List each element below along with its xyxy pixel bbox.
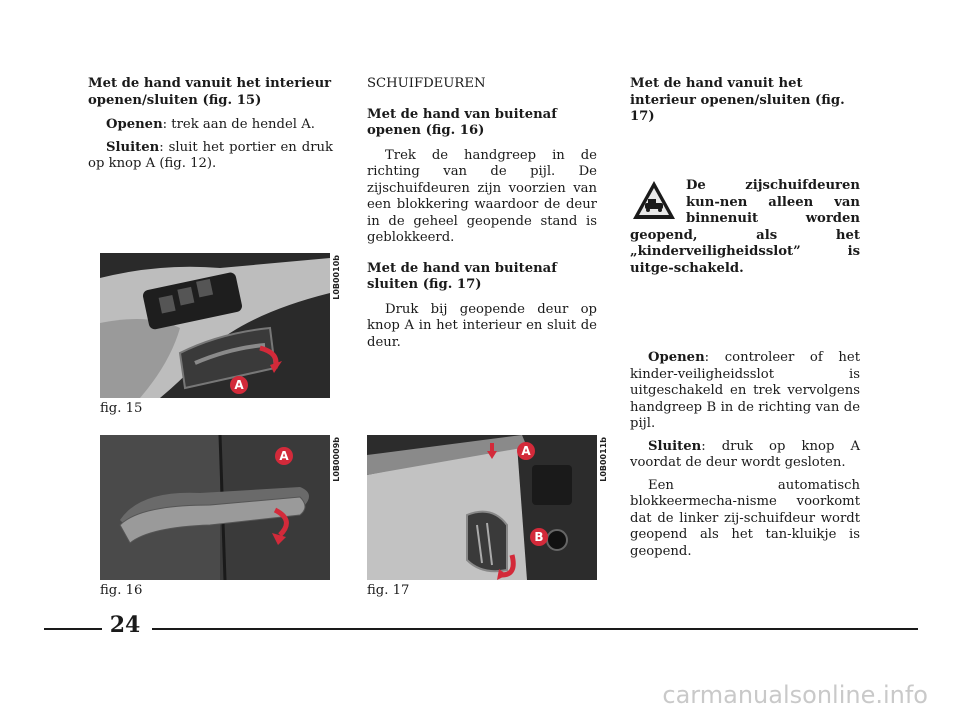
figure-16-photo [100, 435, 330, 580]
paragraph-open-sliding [630, 350, 860, 433]
text-open-sliding: : controleer of het kinder-veiligheidsslot is uitgeschakeld en trek vervolgens handgreep B in de richting van de pijl. [630, 350, 860, 431]
figure-16-caption: fig. 16 [100, 583, 143, 598]
heading-interior-sliding: Met de hand vanuit het interieur openen/sluiten (fig. 17) [630, 76, 845, 124]
paragraph-outside-open: Trek de handgreep in de richting van de pijl. De zijschuifdeuren zijn voorzien van een blokkering waardoor de deur in de geheel geopende stand is geblokkeerd. [367, 147, 597, 245]
figure-17-code: L0B0011b [599, 437, 608, 482]
figure-15-caption: fig. 15 [100, 401, 143, 416]
figure-15-photo [100, 253, 330, 398]
warning-text: De zijschuifdeuren kun-nen alleen van binnenuit worden geopend, als het „kinderveiligheidsslot” is uitge-schakeld. [630, 178, 860, 276]
paragraph-auto-block: Een automatisch blokkeermecha-nisme voorkomt dat de linker zij-schuifdeur wordt geopend als het tan-kluikje is geopend. [630, 477, 860, 559]
callout-a-fig15: A [230, 376, 248, 394]
section-title: SCHUIFDEUREN [367, 76, 486, 91]
footer-rule-left [44, 628, 102, 630]
text-close-sliding: : druk op knop A voordat de deur wordt gesloten. [630, 438, 860, 470]
heading-outside-open: Met de hand van buitenaf openen (fig. 16) [367, 106, 557, 138]
paragraph-close-sliding [630, 439, 860, 472]
callout-a-fig16: A [275, 447, 293, 465]
label-open-sliding: Openen [648, 350, 705, 365]
callout-a-fig17: A [517, 442, 535, 460]
heading-outside-close: Met de hand van buitenaf sluiten (fig. 17) [367, 260, 557, 292]
figure-16-code: L0B0009b [332, 437, 341, 482]
paragraph-close [88, 140, 333, 173]
text-close: : sluit het portier en druk op knop A (fig. 12). [88, 139, 333, 171]
label-close-sliding: Sluiten [648, 438, 702, 454]
page-number: 24 [109, 612, 141, 638]
figure-17-caption: fig. 17 [367, 583, 410, 598]
label-open: Openen [106, 117, 163, 132]
figure-17-photo [367, 435, 597, 580]
label-close: Sluiten [106, 139, 160, 155]
footer-rule-right [152, 628, 918, 630]
watermark: carmanualsonline.info [662, 681, 928, 709]
text-open: : trek aan de hendel A. [162, 117, 315, 132]
paragraph-open [88, 117, 333, 134]
paragraph-outside-close: Druk bij geopende deur op knop A in het interieur en sluit de deur. [367, 301, 597, 350]
column-3-lower [630, 350, 860, 566]
column-2 [367, 76, 597, 357]
callout-b-fig17: B [530, 528, 548, 546]
column-3 [630, 76, 860, 134]
column-1 [88, 76, 333, 179]
heading-interior-open-close: Met de hand vanuit het interieur openen/sluiten (fig. 15) [88, 76, 332, 108]
figure-15-code: L0B0010b [332, 255, 341, 300]
